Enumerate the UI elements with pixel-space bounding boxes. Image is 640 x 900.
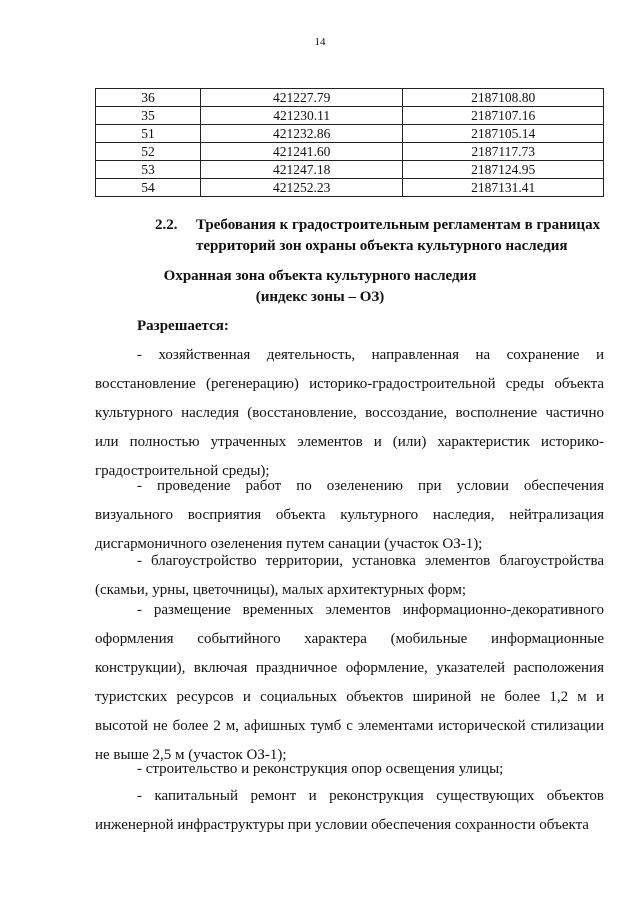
point-number-cell: 35 — [96, 107, 201, 125]
y-coordinate-cell: 2187105.14 — [403, 125, 604, 143]
point-number-cell: 53 — [96, 161, 201, 179]
list-item: - размещение временных элементов информационно-декоративного оформления событийного характера (мобильные информационные конструкции), включая праздничное оформление, указателей расположения туристских ресурсов и социальных объектов шириной не более 1,2 м и высотой не более 2 м, афишных тумб с элементами исторической стилизации не выше 2,5 м (участок ОЗ-1); — [95, 602, 604, 763]
table-row — [96, 143, 604, 161]
point-number-cell: 52 — [96, 143, 201, 161]
y-coordinate-cell: 2187124.95 — [403, 161, 604, 179]
allowed-label: Разрешается: — [137, 318, 229, 334]
zone-title: Охранная зона объекта культурного наследия — [163, 268, 477, 284]
section-title: Требования к градостроительным регламентам в границах территорий зон охраны объекта культурного наследия — [196, 217, 601, 254]
zone-index: (индекс зоны – ОЗ) — [255, 289, 385, 305]
list-item: - хозяйственная деятельность, направленная на сохранение и восстановление (регенерацию) историко-градостроительной среды объекта культурного наследия (восстановление, воссоздание, восполнение частично или полностью утраченных элементов и (или) характеристик историко-градостроительной среды); — [95, 347, 604, 479]
y-coordinate-cell: 2187107.16 — [403, 107, 604, 125]
point-number-cell: 54 — [96, 179, 201, 197]
section-heading — [155, 215, 607, 257]
x-coordinate-cell: 421230.11 — [201, 107, 403, 125]
x-coordinate-cell: 421247.18 — [201, 161, 403, 179]
table-row — [96, 125, 604, 143]
point-number-cell: 36 — [96, 89, 201, 107]
list-item: - капитальный ремонт и реконструкция существующих объектов инженерной инфраструктуры при условии обеспечения сохранности объекта — [95, 788, 604, 833]
section-number: 2.2. — [155, 217, 178, 233]
list-item: - проведение работ по озеленению при условии обеспечения визуального восприятия объекта культурного наследия, нейтрализация дисгармоничного озеленения путем санации (участок ОЗ-1); — [95, 478, 604, 552]
page-number: 14 — [314, 36, 326, 48]
x-coordinate-cell: 421227.79 — [201, 89, 403, 107]
y-coordinate-cell: 2187117.73 — [403, 143, 604, 161]
table-row — [96, 89, 604, 107]
point-number-cell: 51 — [96, 125, 201, 143]
list-item: - строительство и реконструкция опор освещения улицы; — [137, 761, 504, 777]
x-coordinate-cell: 421252.23 — [201, 179, 403, 197]
coordinates-table-body — [96, 89, 604, 197]
y-coordinate-cell: 2187108.80 — [403, 89, 604, 107]
coordinates-table — [95, 88, 604, 197]
x-coordinate-cell: 421241.60 — [201, 143, 403, 161]
list-item: - благоустройство территории, установка элементов благоустройства (скамьи, урны, цветочницы), малых архитектурных форм; — [95, 553, 604, 598]
table-row — [96, 161, 604, 179]
table-row — [96, 107, 604, 125]
x-coordinate-cell: 421232.86 — [201, 125, 403, 143]
y-coordinate-cell: 2187131.41 — [403, 179, 604, 197]
table-row — [96, 179, 604, 197]
